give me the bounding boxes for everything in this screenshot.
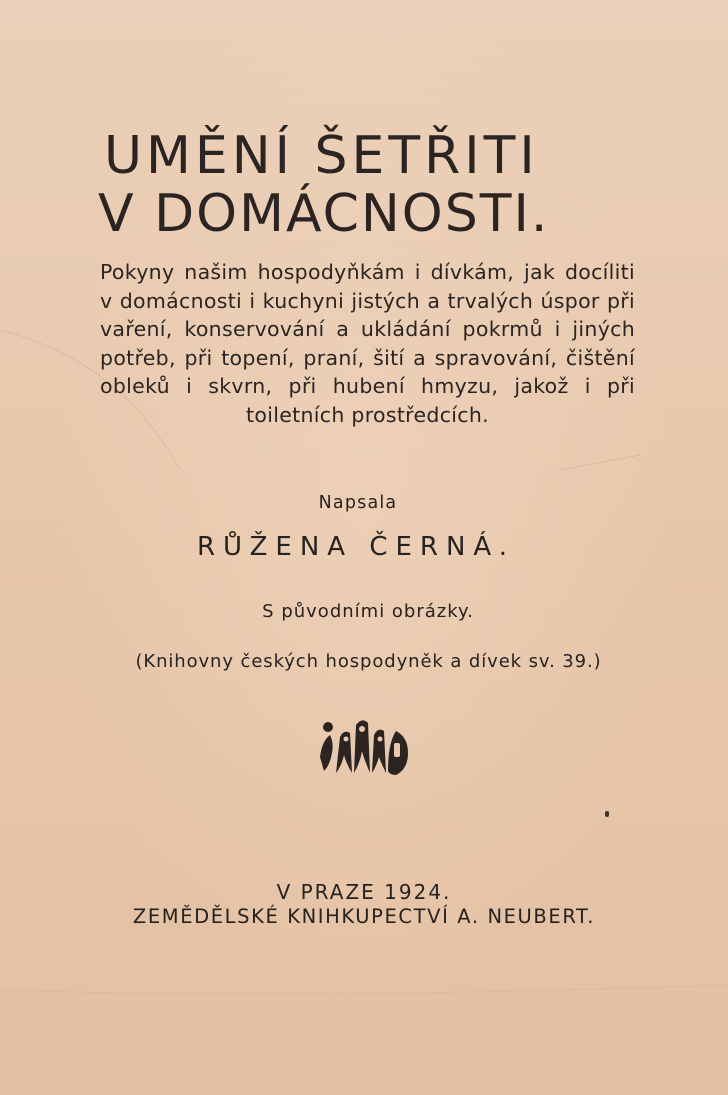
imprint-publisher: ZEMĚDĚLSKÉ KNIHKUPECTVÍ A. NEUBERT. — [132, 905, 596, 928]
title-line-1: UMĚNÍ ŠETŘITI — [104, 126, 539, 186]
illustrations-note: S původními obrázky. — [262, 601, 474, 622]
byline: Napsala — [318, 493, 398, 513]
author-name: RŮŽENA ČERNÁ. — [196, 532, 516, 562]
title-line-2: V DOMÁCNOSTI. — [98, 184, 550, 244]
publisher-ornament-icon — [316, 713, 412, 777]
subtitle-paragraph: Pokyny našim hospodyňkám i dívkám, jak docíliti v domácnosti i kuchyni jistých a trvalých úspor při vaření, konservování a ukládání pokrmů i jiných potřeb, při topení, praní, šití a spravování, čištění obleků i skvrn, při hubení hmyzu, jakož i při toiletních prostředcích. — [100, 260, 635, 427]
ink-speck — [605, 811, 609, 817]
series-note: (Knihovny českých hospodyněk a dívek sv. 39.) — [135, 651, 602, 672]
imprint-place-year: V PRAZE 1924. — [276, 880, 452, 904]
